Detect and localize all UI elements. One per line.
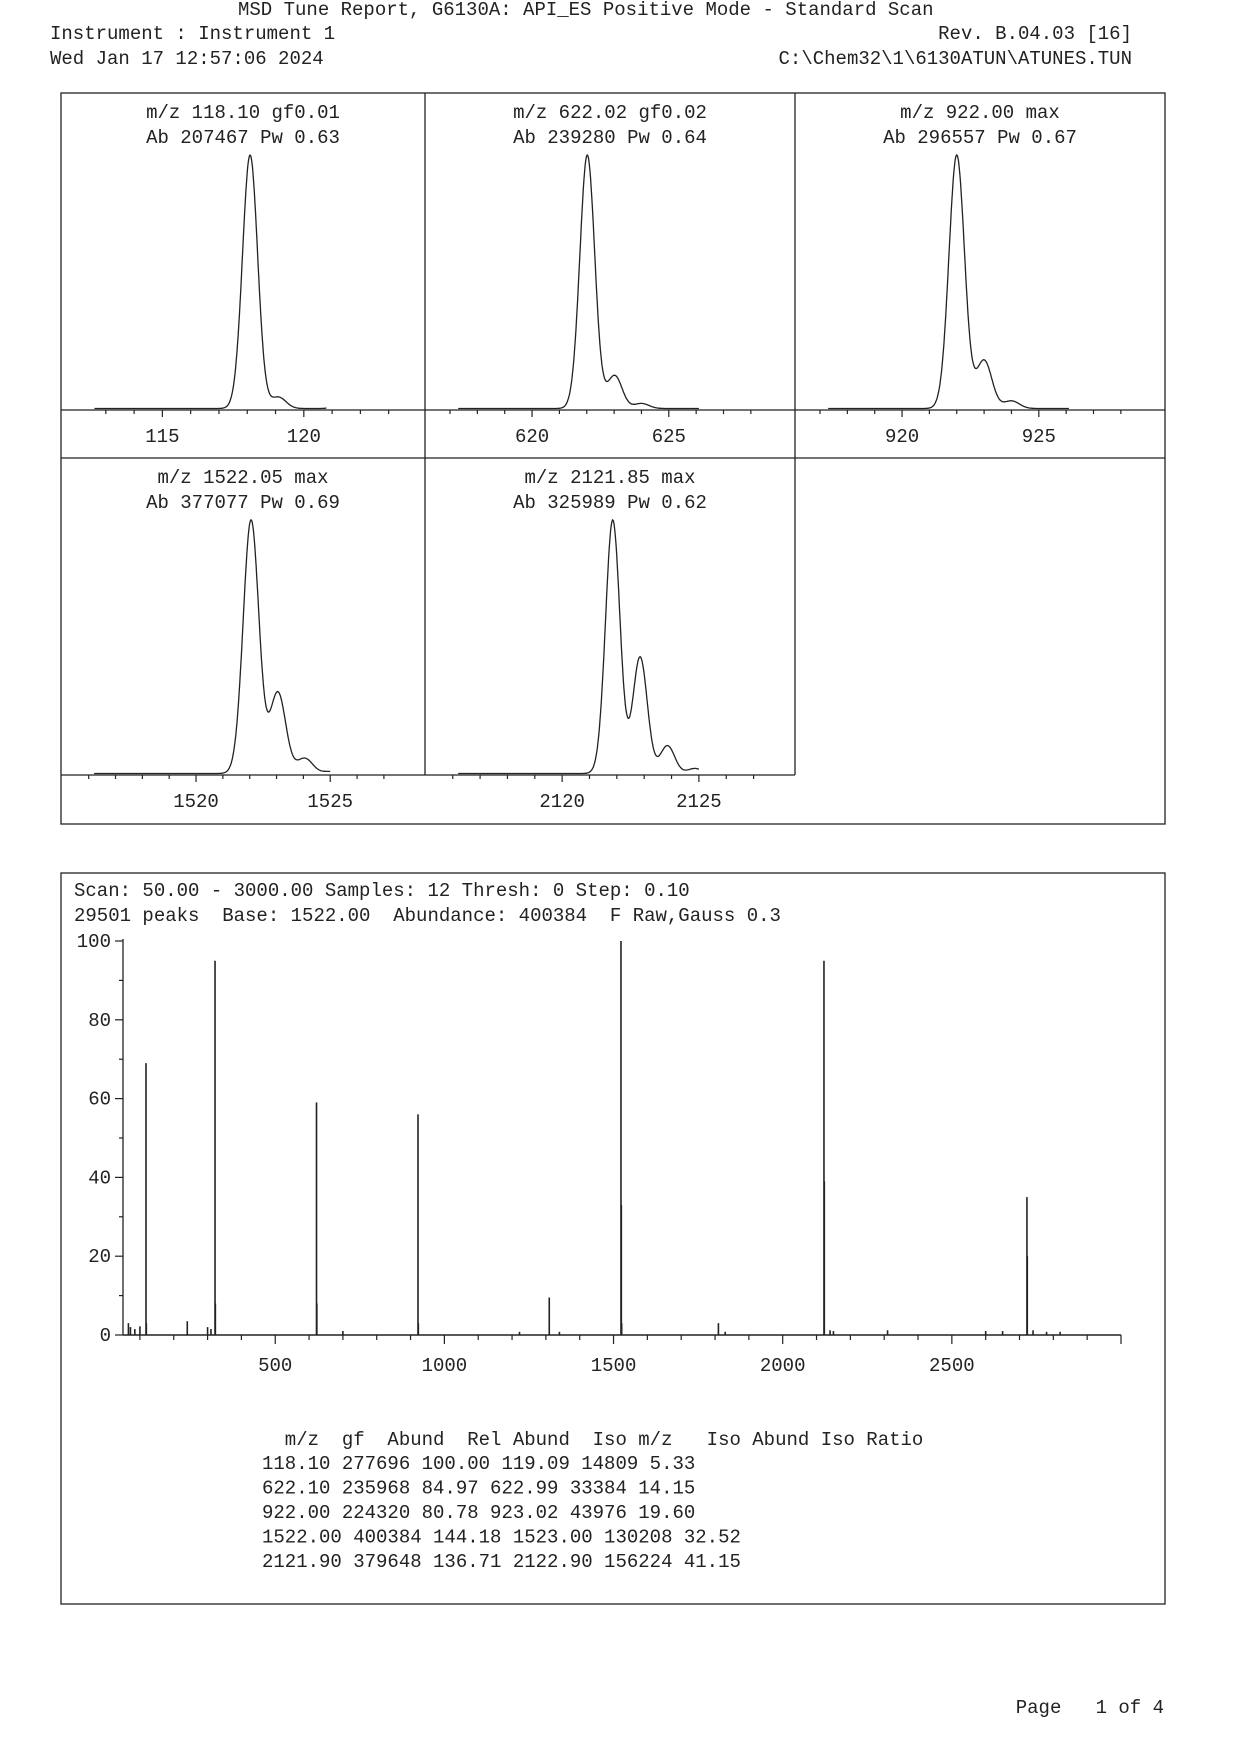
panel-tick-label: 1525 — [307, 791, 354, 813]
scan-params-line: Scan: 50.00 - 3000.00 Samples: 12 Thresh: 0 Step: 0.10 — [74, 880, 690, 902]
scan-summary-line: 29501 peaks Base: 1522.00 Abundance: 400384 F Raw,Gauss 0.3 — [74, 905, 781, 927]
peak-mz-label: m/z 622.02 gf0.02 — [513, 102, 707, 124]
panel-tick-label: 2125 — [676, 791, 722, 813]
x-tick-label: 2000 — [759, 1355, 806, 1377]
results-table-header: m/z gf Abund Rel Abund Iso m/z Iso Abund Iso Ratio — [262, 1429, 924, 1451]
panel-tick-label: 625 — [651, 426, 686, 448]
mass-spectrum-panel — [0, 860, 1241, 1610]
y-tick-label: 20 — [88, 1246, 111, 1269]
x-tick-label: 1500 — [590, 1355, 637, 1377]
instrument-label: Instrument : Instrument 1 — [50, 23, 336, 45]
results-table-row: 622.10 235968 84.97 622.99 33384 14.15 — [262, 1477, 696, 1500]
x-tick-label: 500 — [258, 1355, 293, 1377]
panel-tick-label: 925 — [1021, 426, 1056, 448]
page-footer — [1016, 1697, 1164, 1719]
results-table-row: 1522.00 400384 144.18 1523.00 130208 32.52 — [262, 1526, 741, 1549]
tune-peak-panels — [0, 0, 1241, 830]
peak-abundance-label: Ab 207467 Pw 0.63 — [146, 127, 340, 149]
peak-profile-trace — [458, 520, 699, 774]
peak-profile-trace — [94, 520, 330, 774]
x-tick-label: 1000 — [421, 1355, 468, 1377]
panel-tick-label: 115 — [145, 426, 180, 448]
y-tick-label: 40 — [88, 1167, 111, 1190]
peak-panel — [425, 467, 795, 813]
panel-tick-label: 120 — [286, 426, 321, 448]
y-tick-label: 0 — [99, 1325, 111, 1347]
panel-tick-label: 620 — [514, 426, 550, 448]
page-number: 1 of 4 — [1095, 1697, 1164, 1719]
panel-tick-label: 2120 — [539, 791, 585, 813]
results-table-row: 2121.90 379648 136.71 2122.90 156224 41.15 — [262, 1551, 741, 1573]
peak-abundance-label: Ab 377077 Pw 0.69 — [146, 492, 340, 514]
page-label: Page — [1015, 1697, 1062, 1719]
peak-profile-trace — [458, 155, 699, 409]
results-table-row: 922.00 224320 80.78 923.02 43976 19.60 — [262, 1502, 696, 1524]
peak-profile-trace — [95, 155, 327, 408]
peak-mz-label: m/z 1522.05 max — [157, 467, 329, 489]
tune-file-path: C:\Chem32\1\6130ATUN\ATUNES.TUN — [778, 48, 1132, 70]
revision-label: Rev. B.04.03 [16] — [938, 23, 1132, 45]
report-datetime: Wed Jan 17 12:57:06 2024 — [50, 48, 324, 70]
peak-mz-label: m/z 2121.85 max — [524, 467, 696, 489]
panel-tick-label: 1520 — [173, 791, 219, 813]
peak-panel — [61, 467, 425, 813]
y-tick-label: 100 — [76, 931, 111, 953]
y-tick-label: 80 — [88, 1009, 111, 1032]
report-title: MSD Tune Report, G6130A: API_ES Positive Mode - Standard Scan — [238, 0, 934, 21]
peak-panel — [425, 102, 795, 448]
peak-panel — [795, 102, 1165, 448]
panel-tick-label: 920 — [884, 426, 920, 448]
y-tick-label: 60 — [88, 1088, 111, 1111]
peak-abundance-label: Ab 239280 Pw 0.64 — [513, 127, 707, 149]
x-tick-label: 2500 — [929, 1355, 975, 1377]
peak-abundance-label: Ab 296557 Pw 0.67 — [883, 127, 1077, 149]
peak-profile-trace — [828, 155, 1069, 409]
peak-mz-label: m/z 922.00 max — [900, 102, 1060, 124]
peak-panel — [61, 102, 425, 448]
results-table-row: 118.10 277696 100.00 119.09 14809 5.33 — [262, 1453, 696, 1475]
peak-mz-label: m/z 118.10 gf0.01 — [146, 102, 340, 124]
peak-abundance-label: Ab 325989 Pw 0.62 — [513, 492, 707, 514]
